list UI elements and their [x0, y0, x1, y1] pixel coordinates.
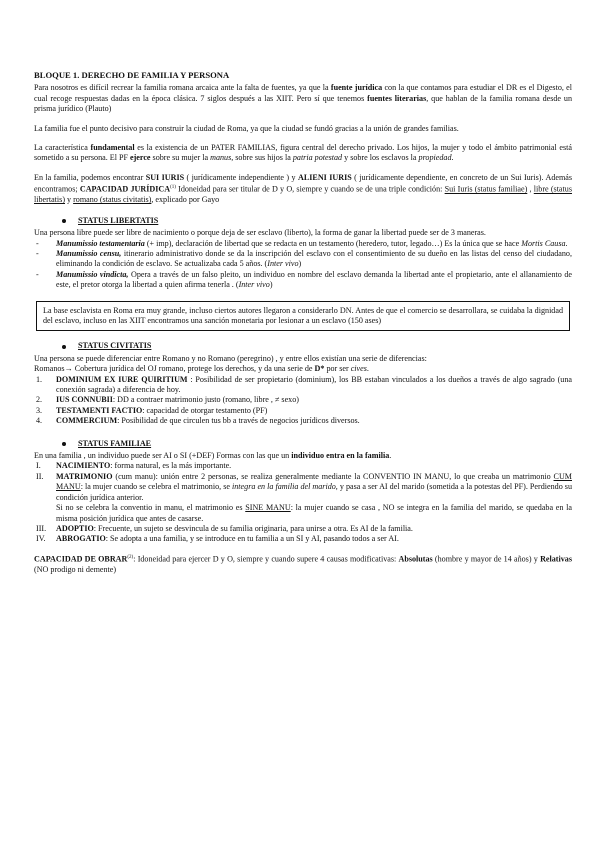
- text: .: [366, 364, 369, 374]
- spacer: [34, 545, 572, 553]
- term: ADOPTIO: [56, 523, 94, 533]
- italic: propiedad: [418, 153, 452, 163]
- underline: SINE MANU: [245, 503, 291, 513]
- list-item-text: [56, 416, 572, 426]
- list-item: [34, 239, 572, 249]
- section-heading-text: STATUS CIVITATIS: [78, 341, 152, 351]
- text: (+ imp), declaración de libertad que se redacta en un testamento (heredero, tutor, legado…) Es la única que se hace: [144, 238, 522, 248]
- emphasis: D*: [314, 364, 325, 374]
- list-item: [34, 472, 572, 524]
- term: IUS CONNUBII: [56, 395, 113, 405]
- list-marker: -: [36, 269, 39, 279]
- text: , explicado por Gayo: [151, 195, 220, 205]
- term: TESTAMENTI FACTIO: [56, 405, 143, 415]
- intro-paragraph: [34, 83, 572, 114]
- underline: libre (status libertatis): [34, 184, 572, 205]
- section-heading-text: STATUS LIBERTATIS: [78, 215, 159, 225]
- text: : Se adopta a una familia, y se introduce en tu familia a un SI y AI, pasando todos a ser AI.: [105, 534, 399, 544]
- text: itinerario administrativo donde se da la inscripción del esclavo con el consentimiento de su dueño en las listas del censo del ciudadano, eliminando la condición de esclavo. Se actualizaba cada 5 años. (: [56, 248, 572, 269]
- list-item: [34, 461, 572, 471]
- text: En la familia, podemos encontrar: [34, 172, 146, 182]
- term: Manumissio vindicta,: [56, 269, 129, 279]
- paragraph-capacidad-juridica: [34, 173, 572, 206]
- list-item: [34, 395, 572, 405]
- list-item-text: [56, 406, 572, 416]
- text: , y pasa a ser AI del marido (sometida a la potestas del PF). Perdiendo su condición jurídica anterior.: [56, 482, 572, 502]
- text: ): [269, 280, 273, 290]
- term: ABROGATIO: [56, 534, 106, 544]
- text: (NO prodigo ni demente): [34, 564, 117, 574]
- list-marker: I.: [36, 461, 41, 471]
- emphasis: fuentes literarias: [367, 93, 427, 103]
- text: ( jurídicamente independiente ) y: [184, 172, 299, 182]
- underline: CUM MANU: [56, 471, 572, 492]
- note-box-esclavitud: La base esclavista en Roma era muy grande, incluso ciertos autores llegaron a considerarlo DN. Antes de que el comercio se desarrollara, se cuidaba la dignidad del esclavo, incluso en las XIIT encontramos una sanción monetaria por lesionar a un esclavo (150 ases): [36, 301, 570, 332]
- emphasis: Relativas: [540, 554, 572, 564]
- status-libertatis-intro: Una persona libre puede ser libre de nacimiento o porque deja de ser esclavo (liberto), la forma de ganar la libertad puede ser de 3 maneras.: [34, 228, 486, 238]
- text: En una familia , un individuo puede ser AI o SI (+DEF) Formas con las que un: [34, 451, 292, 461]
- text: Para nosotros es difícil recrear la familia romana arcaica ante la falta de fuentes, ya que la: [34, 83, 331, 93]
- text: La característica: [34, 143, 91, 153]
- list-item: [34, 270, 572, 291]
- emphasis: individuo entra en la familia: [291, 451, 390, 461]
- list-item-text: [56, 239, 572, 249]
- document-title: BLOQUE 1. DERECHO DE FAMILIA Y PERSONA: [34, 70, 230, 80]
- paragraph-capacidad-obrar: [34, 553, 572, 576]
- list-item-text: [56, 249, 572, 270]
- list-marker: 2.: [36, 395, 43, 405]
- list-item-text: [56, 270, 572, 291]
- text: .: [389, 451, 392, 461]
- list-item-text: [56, 472, 572, 524]
- list-item: [34, 534, 572, 544]
- civitatis-rights-list: [34, 375, 572, 427]
- text: .: [451, 153, 454, 163]
- text: ,: [527, 184, 534, 194]
- list-marker: 3.: [36, 405, 43, 415]
- list-item-text: [56, 375, 572, 396]
- list-item: [34, 524, 572, 534]
- emphasis: fundamental: [90, 143, 135, 153]
- section-heading-status-familiae: [62, 439, 572, 449]
- italic: patria potestad: [292, 153, 343, 163]
- bullet-icon: [62, 345, 66, 349]
- bullet-icon: [62, 442, 66, 446]
- term: NACIMIENTO: [56, 461, 111, 471]
- text: ( jurídicamente dependiente, en concreto de un Sui Iuris). Además encontramos;: [34, 172, 572, 194]
- underline: Sui Iuris (status familiae): [444, 184, 528, 194]
- text: es la existencia de un PATER FAMILIAS, figura central del derecho privado. Los hijos, la mujer y todo el ámbito patrimonial está sometido a su persona. El PF: [34, 143, 572, 163]
- text: Idoneidad para ser titular de D y O, siempre y cuando se de una triple condición:: [175, 184, 445, 194]
- status-familiae-intro: [34, 451, 572, 461]
- manumissio-list: [34, 239, 572, 291]
- emphasis: Absolutas: [398, 554, 433, 564]
- list-item: [34, 416, 572, 426]
- text: : Frecuente, un sujeto se desvincula de su familia originaria, para unirse a otra. Es AI de la familia.: [93, 523, 413, 533]
- emphasis: SUI IURIS: [145, 172, 185, 182]
- text: Opera a través de un falso pleito, un individuo en nombre del esclavo demanda la libertad ante el propietario, ante el allanamiento de este, el pretor otorga la libertad a quien afirma tenerla . (: [56, 269, 572, 290]
- text: : la mujer cuando se casa , NO se integra en la familia del marido, se quedaba en la misma posición jurídica que antes de casarse.: [56, 503, 572, 523]
- italic: Inter vivo: [238, 280, 270, 290]
- list-item-text: [56, 534, 572, 544]
- italic: cives: [350, 364, 367, 374]
- term: DOMINIUM EX IURE QUIRITIUM: [56, 374, 188, 384]
- underline: romano (status civitatis): [73, 195, 152, 205]
- emphasis: fuente jurídica: [330, 83, 383, 93]
- emphasis: ejerce: [130, 153, 151, 163]
- text: : capacidad de otorgar testamento (PF): [142, 405, 268, 415]
- romanos-line: [34, 364, 572, 374]
- term: Manumissio censu,: [56, 248, 122, 258]
- list-marker: 4.: [36, 416, 43, 426]
- text: , que hablan de la familia romana desde un prisma jurídico (Plauto): [34, 93, 572, 114]
- list-item: [34, 406, 572, 416]
- section-heading-text: STATUS FAMILIAE: [78, 438, 152, 448]
- list-item: [34, 375, 572, 396]
- italic: Inter vivo: [267, 259, 299, 269]
- list-marker: III.: [36, 523, 47, 533]
- list-item: [34, 249, 572, 270]
- text: , sobre sus hijos la: [231, 153, 293, 163]
- text: : Idoneidad para ejercer D y O, siempre y cuando supere 4 causas modificativas:: [133, 554, 399, 564]
- text: (cum manu): unión entre 2 personas, se realiza generalmente mediante la CONVENTIO IN MANU, lo que creaba un matrimonio: [112, 471, 554, 481]
- list-marker: -: [36, 248, 39, 258]
- text: : forma natural, es la más importante.: [110, 461, 232, 471]
- familiae-entry-list: [34, 461, 572, 544]
- text: y: [65, 195, 74, 205]
- text: Romanos→ Cobertura jurídica del OJ romano, protege los derechos, y da una serie de: [34, 364, 315, 374]
- italic: integra en la familia del marido: [232, 482, 336, 492]
- section-heading-status-civitatis: [62, 341, 572, 351]
- italic: manus: [210, 153, 232, 163]
- footnote-ref: (1): [170, 185, 176, 191]
- footnote-ref: (2): [127, 554, 134, 560]
- section-heading-status-libertatis: [62, 216, 572, 226]
- text: por ser: [324, 364, 351, 374]
- text: sobre su mujer la: [150, 153, 211, 163]
- text: : la mujer cuando se celebra el matrimonio, se: [80, 482, 233, 492]
- emphasis: CAPACIDAD DE OBRAR: [34, 554, 128, 564]
- term: Manumissio testamentaria: [56, 238, 145, 248]
- list-marker: 1.: [36, 374, 43, 384]
- text: con la que contamos para estudiar el DR es el Digesto, el cual recoge respuestas dadas en la época clásica. 7 siglos después a las XIIT. Pero sí que tenemos: [34, 83, 573, 103]
- bullet-icon: [62, 219, 66, 223]
- list-item-text: [56, 524, 572, 534]
- italic: Mortis Causa: [521, 238, 566, 248]
- text: : DD a contraer matrimonio justo (romano, libre , ≠ sexo): [112, 395, 299, 405]
- status-civitatis-intro: Una persona se puede diferenciar entre Romano y no Romano (peregrino) , y entre ellos existían una serie de diferencias:: [34, 353, 427, 363]
- list-marker: IV.: [36, 534, 46, 544]
- term: MATRIMONIO: [56, 471, 113, 481]
- list-marker: -: [36, 238, 39, 248]
- list-item-text: [56, 461, 572, 471]
- text: ): [298, 259, 302, 269]
- text: : Posibilidad de ser propietario (dominium), los BB estaban vinculados a los dueños a través de algo sagrado (una conexión sagrada) a diferencia de hoy.: [56, 374, 572, 395]
- text: : Posibilidad de que circulen tus bb a través de negocios jurídicos diversos.: [117, 416, 360, 426]
- paragraph-family-rome: La familia fue el punto decisivo para construir la ciudad de Roma, ya que la ciudad se fundó gracias a la unión de grandes familias.: [34, 123, 459, 133]
- text: y sobre los esclavos la: [342, 153, 419, 163]
- emphasis: ALIENI IURIS: [298, 172, 352, 182]
- text: (hombre y mayor de 14 años) y: [432, 554, 541, 564]
- list-marker: II.: [36, 471, 44, 481]
- emphasis: CAPACIDAD JURÍDICA: [79, 184, 171, 194]
- text: Si no se celebra la conventio in manu, el matrimonio es: [56, 503, 246, 513]
- text: .: [565, 238, 568, 248]
- list-item-text: [56, 395, 572, 405]
- term: COMMERCIUM: [56, 416, 118, 426]
- paragraph-pater-familias: [34, 143, 572, 164]
